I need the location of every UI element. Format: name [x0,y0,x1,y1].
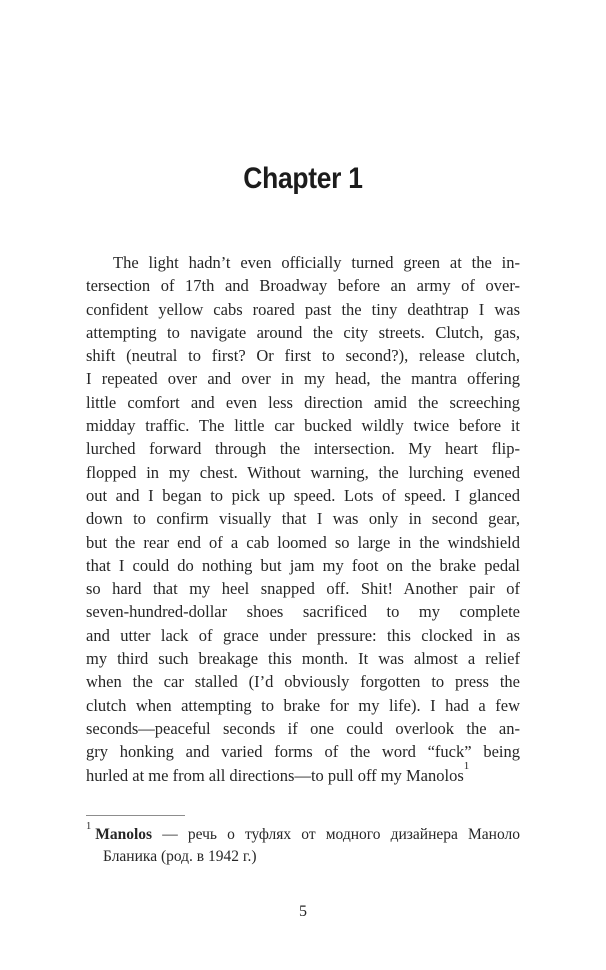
text-line: I repeated over and over in my head, the mantra offering [86,369,520,389]
page-number: 5 [299,903,307,920]
paragraph [86,251,520,787]
text-line: seven-hundred-dollar shoes sacrificed to my complete [86,602,520,622]
text-line: clutch when attempting to brake for my life). I had a few [86,695,520,715]
text-line: attempting to navigate around the city streets. Clutch, gas, [86,322,520,342]
footnote-line-2: Бланика (род. в 1942 г.) [103,848,257,865]
text-line: out and I began to pick up speed. Lots of speed. I glanced [86,485,520,505]
text-line [86,760,520,787]
text-line: my third such breakage this month. It was almost a relief [86,649,520,669]
footnote-term: Manolos [95,826,153,843]
footnote-reference[interactable]: 1 [463,760,470,773]
text-line: confident yellow cabs roared past the tiny deathtrap I was [86,299,520,319]
footnote-marker: 1 [86,820,92,832]
text-line: when the car stalled (I’d obviously forgotten to press the [86,672,520,692]
text-line: so hard that my heel snapped off. Shit! Another pair of [86,579,520,599]
text-line: that I could do nothing but jam my foot on the brake pedal [86,555,520,575]
text-line: shift (neutral to first? Or first to second?), release clutch, [86,346,520,366]
text-line: seconds—peaceful seconds if one could overlook the an- [86,718,520,738]
footnote-separator [86,815,185,816]
text-line: lurched forward through the intersection. My heart flip- [86,439,520,459]
text-line: little comfort and even less direction amid the screeching [86,392,520,412]
footnote-text: — речь о туфлях от модного дизайнера Маноло [152,826,520,843]
text-line: midday traffic. The little car bucked wildly twice before it [86,416,520,436]
text-line: but the rear end of a cab loomed so large in the windshield [86,532,520,552]
text-line: flopped in my chest. Without warning, the lurching evened [86,462,520,482]
text-line: and utter lack of grace under pressure: this clocked in as [86,625,520,645]
text-line-content: hurled at me from all directions—to pull off my Manolos [86,765,464,785]
text-line: down to confirm visually that I was only in second gear, [86,509,520,529]
text-line: tersection of 17th and Broadway before an army of over- [86,276,520,296]
text-line: The light hadn’t even officially turned green at the in- [113,253,520,272]
footnote-line-1 [86,820,520,846]
footnote [86,820,520,868]
chapter-title: Chapter 1 [243,162,363,195]
text-line: gry honking and varied forms of the word “fuck” being [86,742,520,762]
